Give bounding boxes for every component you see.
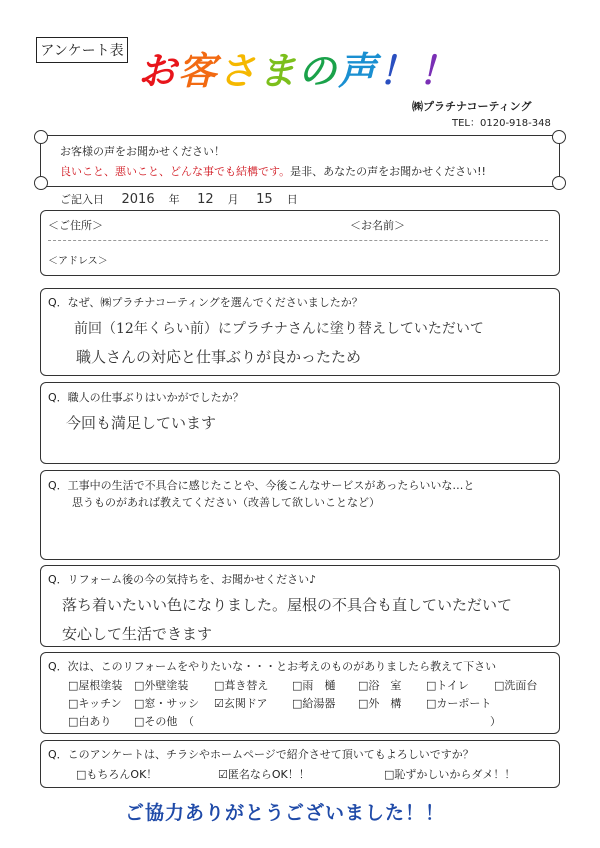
title-char: ！ (378, 49, 419, 93)
title-char: 声 (338, 49, 379, 93)
checkbox-icon[interactable]: □ (134, 697, 145, 710)
option-anonymous-ok[interactable] (218, 766, 310, 782)
q3-question-line-2: 思うものがあれば教えてください（改善して欲しいことなど） (72, 496, 380, 509)
company-tel: TEL：0120-918-348 (452, 118, 551, 129)
checkbox-icon[interactable]: ☑ (214, 697, 224, 710)
intro-red-text: 良いこと、悪いこと、どんな事でも結構です。 (60, 165, 291, 178)
checkbox-icon[interactable]: □ (134, 679, 145, 692)
q1-question: Q．なぜ、㈱プラチナコーティングを選んでくださいましたか？ (48, 296, 363, 309)
title-char: お (138, 49, 179, 93)
option-reroofing[interactable] (214, 677, 268, 693)
checkbox-icon[interactable]: □ (426, 697, 437, 710)
checkbox-icon[interactable]: □ (384, 768, 395, 781)
option-window-sash[interactable] (134, 695, 199, 711)
option-washbasin[interactable] (494, 677, 537, 693)
name-label: ＜お名前＞ (350, 219, 405, 232)
option-toilet[interactable] (426, 677, 469, 693)
checkbox-icon[interactable]: □ (68, 697, 79, 710)
option-label: もちろんOK！ (86, 768, 158, 781)
option-label: 雨 樋 (302, 679, 336, 692)
option-label: カーポート (436, 697, 492, 710)
checkbox-icon[interactable]: □ (494, 679, 505, 692)
entry-date (60, 191, 298, 207)
option-label: 匿名ならOK！！ (227, 768, 310, 781)
option-exterior[interactable] (358, 695, 401, 711)
option-water-heater[interactable] (292, 695, 335, 711)
survey-tag: アンケート表 (36, 37, 128, 63)
option-label: 外 構 (368, 697, 402, 710)
option-label: キッチン (78, 697, 122, 710)
date-label: ご記入日 (60, 193, 104, 206)
q4-answer-line-2[interactable]: 安心して生活できます (62, 625, 213, 643)
scroll-curl-left-bottom-icon (34, 176, 48, 190)
option-label: その他 （ (144, 715, 194, 728)
option-no[interactable] (384, 766, 515, 782)
title-char: の (298, 49, 339, 93)
option-label: 給湯器 (302, 697, 336, 710)
option-roof-paint[interactable] (68, 677, 122, 693)
date-year-unit: 年 (168, 193, 180, 206)
checkbox-icon[interactable]: □ (292, 697, 303, 710)
date-year[interactable]: 2016 (121, 192, 155, 207)
checkbox-icon[interactable]: □ (134, 715, 145, 728)
option-termite[interactable] (68, 713, 111, 729)
date-day-unit: 日 (286, 193, 298, 206)
scroll-curl-right-icon (552, 130, 566, 144)
q2-question: Q．職人の仕事ぶりはいかがでしたか？ (48, 391, 244, 404)
contact-box (40, 210, 560, 276)
address-label: ＜ご住所＞ (48, 219, 103, 232)
q1-answer-line-2[interactable]: 職人さんの対応と仕事ぶりが良かったため (76, 348, 362, 366)
checkbox-icon[interactable]: ☑ (218, 768, 228, 781)
option-label: 窓・サッシ (144, 697, 200, 710)
scroll-curl-left-icon (34, 130, 48, 144)
option-label: 外壁塗装 (144, 679, 189, 692)
title-char: 客 (178, 49, 219, 93)
option-label: 恥ずかしいからダメ！！ (394, 768, 516, 781)
option-label: 白あり (78, 715, 112, 728)
thanks-message: ご協力ありがとうございました！！ (125, 802, 446, 824)
email-label: ＜アドレス＞ (48, 256, 108, 267)
q4-answer-line-1[interactable]: 落ち着いたいい色になりました。屋根の不具合も直していただいて (62, 596, 513, 614)
checkbox-icon[interactable]: □ (214, 679, 225, 692)
checkbox-icon[interactable]: □ (76, 768, 87, 781)
checkbox-icon[interactable]: □ (68, 715, 79, 728)
q2-answer-line-1[interactable]: 今回も満足しています (66, 414, 217, 432)
option-bathroom[interactable] (358, 677, 401, 693)
title-char: さ (218, 49, 259, 93)
option-other[interactable] (134, 713, 194, 729)
q6-question: Q．このアンケートは、チラシやホームページで紹介させて頂いてもよろしいですか？ (48, 748, 474, 761)
title-char: ま (258, 49, 299, 93)
date-day[interactable]: 15 (256, 192, 273, 207)
checkbox-icon[interactable]: □ (292, 679, 303, 692)
other-close-paren: ） (490, 715, 501, 728)
option-carport[interactable] (426, 695, 491, 711)
checkbox-icon[interactable]: □ (68, 679, 79, 692)
date-month[interactable]: 12 (197, 192, 214, 207)
intro-line-1: お客様の声をお聞かせください！ (60, 145, 225, 158)
option-gutter[interactable] (292, 677, 335, 693)
option-label: 葺き替え (224, 679, 269, 692)
intro-line-2 (60, 163, 486, 179)
option-label: トイレ (436, 679, 469, 692)
option-label: 浴 室 (368, 679, 402, 692)
intro-rest-text: 是非、あなたの声をお聞かせください!! (290, 165, 486, 178)
option-label: 屋根塗装 (78, 679, 123, 692)
page-title (138, 40, 458, 95)
scroll-curl-right-bottom-icon (552, 176, 566, 190)
date-month-unit: 月 (227, 193, 239, 206)
q1-answer-line-1[interactable]: 前回（12年くらい前）にプラチナさんに塗り替えしていただいて (74, 321, 484, 337)
title-char: ！ (418, 49, 459, 93)
option-label: 洗面台 (504, 679, 538, 692)
option-kitchen[interactable] (68, 695, 122, 711)
company-name: ㈱プラチナコーティング (412, 100, 532, 113)
checkbox-icon[interactable]: □ (358, 697, 369, 710)
q4-question: Q．リフォーム後の今の気持ちを、お聞かせください♪ (48, 573, 317, 586)
q3-question: Q．工事中の生活で不具合に感じたことや、今後こんなサービスがあったらいいな…と (48, 479, 475, 492)
address-rule (48, 240, 548, 241)
q5-question: Q．次は、このリフォームをやりたいな・・・とお考えのものがありましたら教えて下さい (48, 660, 497, 673)
checkbox-icon[interactable]: □ (426, 679, 437, 692)
option-label: 玄関ドア (223, 697, 268, 710)
option-ok[interactable] (76, 766, 157, 782)
option-entrance-door[interactable] (214, 695, 268, 711)
option-wall-paint[interactable] (134, 677, 188, 693)
checkbox-icon[interactable]: □ (358, 679, 369, 692)
